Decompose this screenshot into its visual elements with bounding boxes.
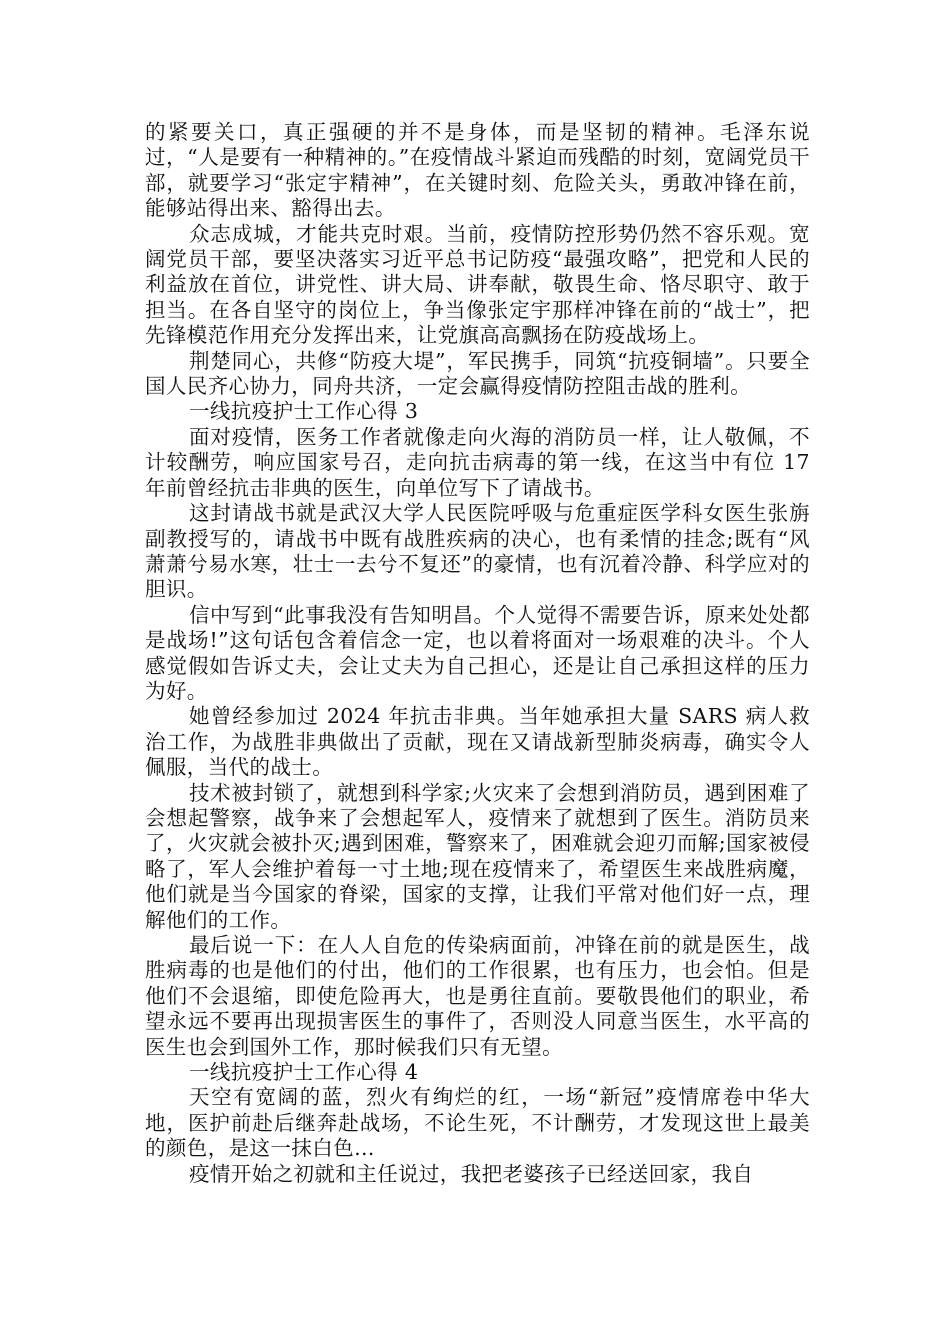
paragraph: 的紧要关口，真正强硬的并不是身体，而是坚韧的精神。毛泽东说过，“人是要有一种精神的。”在疫情战斗紧迫而残酷的时刻，宽阔党员干部，就要学习“张定宇精神”，在关键时刻、危险关头，勇敢冲锋在前，能够站得出来、豁得出去。: [145, 120, 810, 221]
section-heading: 一线抗疫护士工作心得 3: [189, 399, 419, 424]
paragraph: 荆楚同心，共修“防疫大堤”，军民携手，同筑“抗疫铜墙”。只要全国人民齐心协力，同舟共济，一定会赢得疫情防控阻击战的胜利。: [145, 348, 810, 399]
paragraph: 最后说一下：在人人自危的传染病面前，冲锋在前的就是医生，战胜病毒的也是他们的付出，他们的工作很累，也有压力，也会怕。但是他们不会退缩，即使危险再大，也是勇往直前。要敬畏他们的职业，希望永远不要再出现损害医生的事件了，否则没人同意当医生，水平高的医生也会到国外工作，那时候我们只有无望。: [145, 933, 810, 1059]
paragraph: 面对疫情，医务工作者就像走向火海的消防员一样，让人敬佩，不计较酬劳，响应国家号召，走向抗击病毒的第一线，在这当中有位 17 年前曾经抗击非典的医生，向单位写下了请战书。: [145, 424, 810, 500]
paragraph: 她曾经参加过 2024 年抗击非典。当年她承担大量 SARS 病人救治工作，为战胜非典做出了贡献，现在又请战新型肺炎病毒，确实令人佩服，当代的战士。: [145, 704, 810, 780]
paragraph: 信中写到“此事我没有告知明昌。个人觉得不需要告诉，原来处处都是战场!”这句话包含着信念一定，也以着将面对一场艰难的决斗。个人感觉假如告诉丈夫，会让丈夫为自己担心，还是让自己承担这样的压力为好。: [145, 602, 810, 703]
document-body: [145, 120, 810, 1187]
paragraph: 疫情开始之初就和主任说过，我把老婆孩子已经送回家，我自: [189, 1161, 754, 1186]
section-heading: 一线抗疫护士工作心得 4: [189, 1060, 419, 1085]
paragraph: 这封请战书就是武汉大学人民医院呼吸与危重症医学科女医生张旃副教授写的，请战书中既有战胜疾病的决心，也有柔情的挂念;既有“风萧萧兮易水寒，壮士一去兮不复还”的豪情，也有沉着冷静、科学应对的胆识。: [145, 501, 810, 602]
paragraph: 天空有宽阔的蓝，烈火有绚烂的红，一场“新冠”疫情席卷中华大地，医护前赴后继奔赴战场，不论生死，不计酬劳，才发现这世上最美的颜色，是这一抹白色…: [145, 1085, 810, 1161]
paragraph: 众志成城，才能共克时艰。当前，疫情防控形势仍然不容乐观。宽阔党员干部，要坚决落实习近平总书记防疫“最强攻略”，把党和人民的利益放在首位，讲党性、讲大局、讲奉献，敬畏生命、恪尽职守、敢于担当。在各自坚守的岗位上，争当像张定宇那样冲锋在前的“战士”，把先锋模范作用充分发挥出来，让党旗高高飘扬在防疫战场上。: [145, 221, 810, 348]
paragraph: 技术被封锁了，就想到科学家;火灾来了会想到消防员，遇到困难了会想起警察，战争来了会想起军人，疫情来了就想到了医生。消防员来了，火灾就会被扑灭;遇到困难，警察来了，困难就会迎刃而解;国家被侵略了，军人会维护着每一寸土地;现在疫情来了，希望医生来战胜病魔，他们就是当今国家的脊梁，国家的支撑，让我们平常对他们好一点，理解他们的工作。: [145, 780, 810, 932]
